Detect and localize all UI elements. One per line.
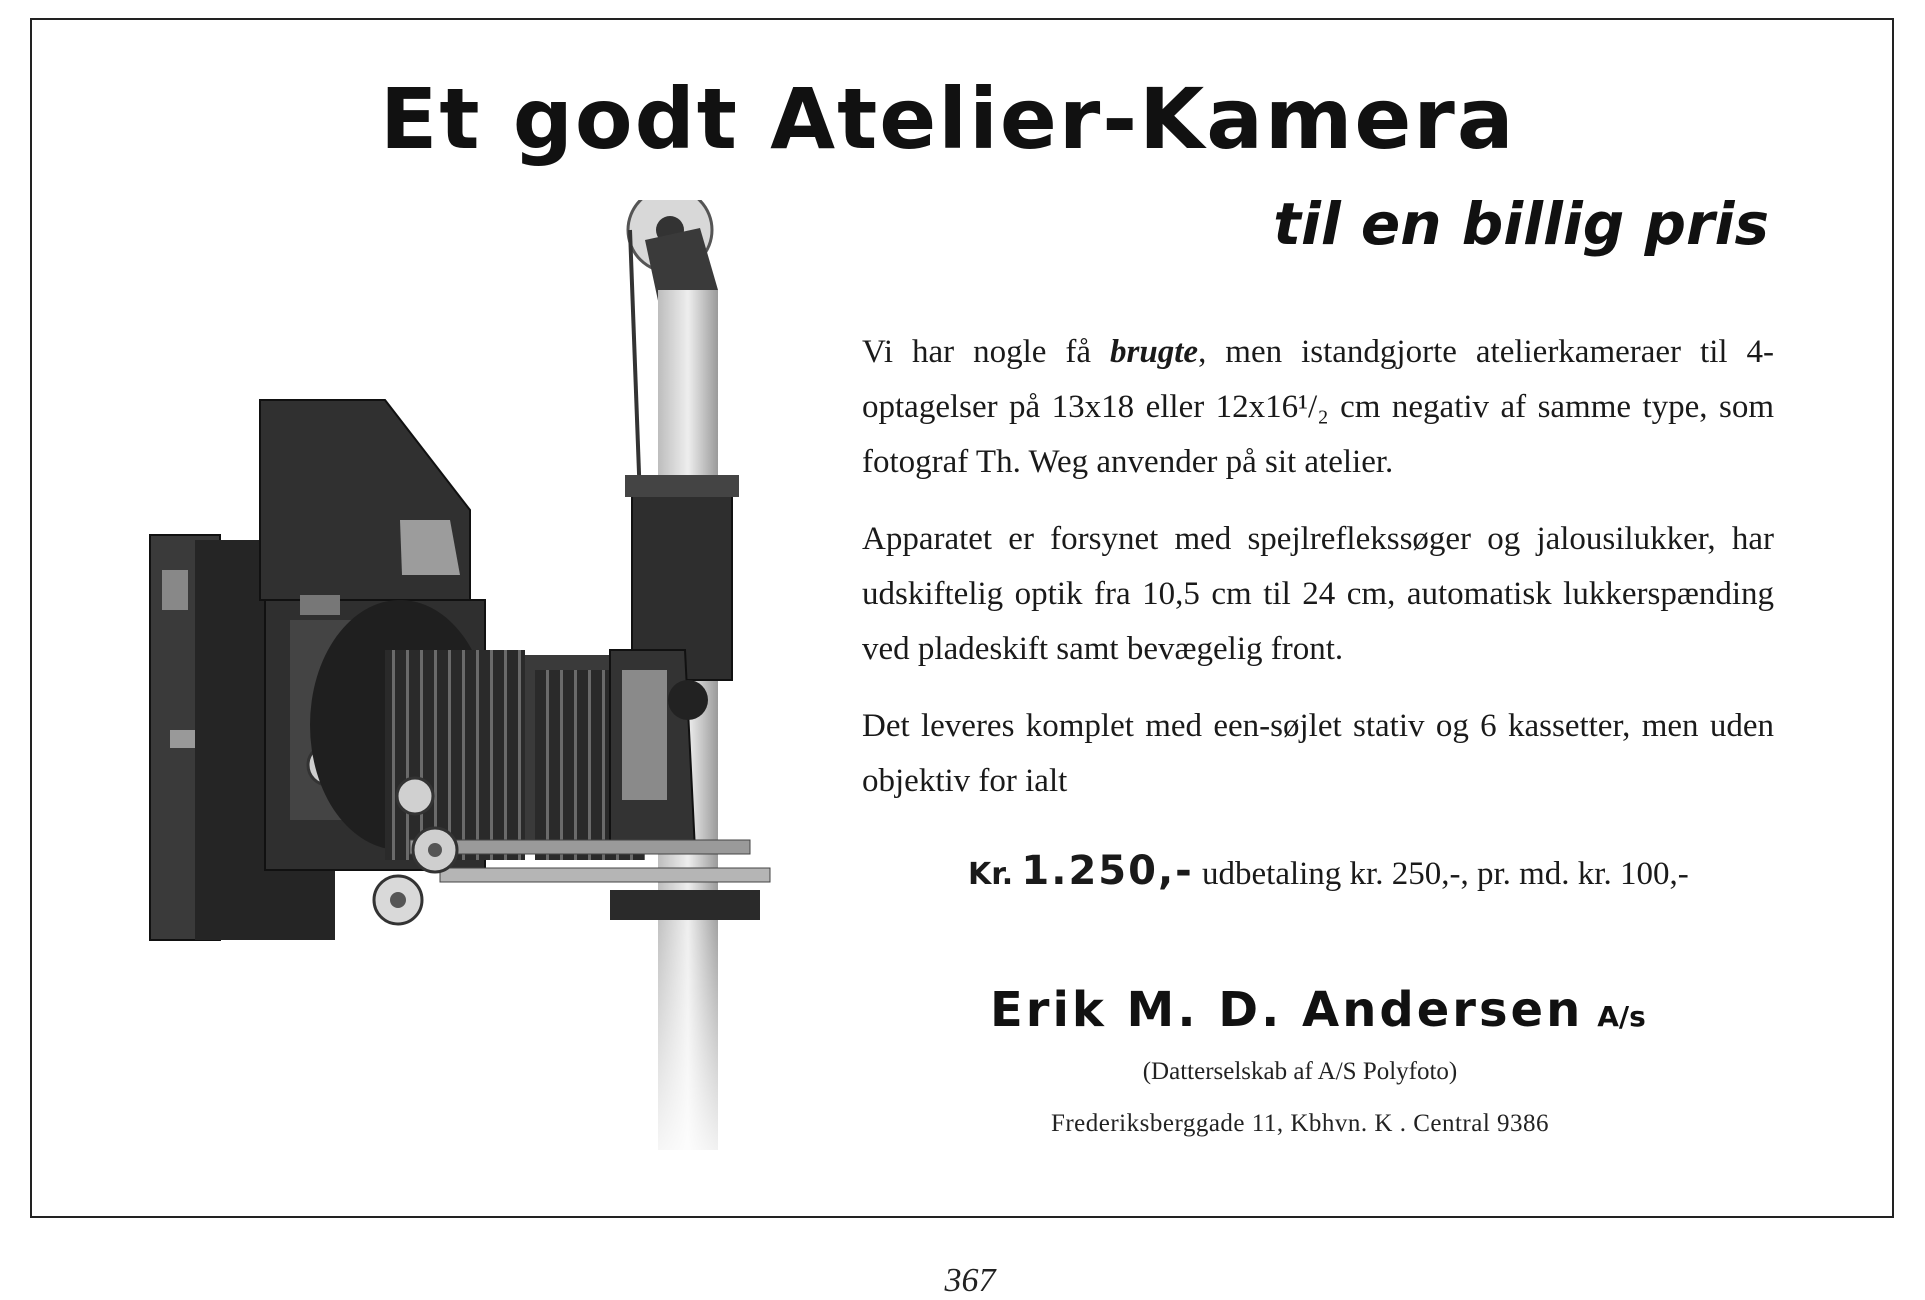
company-address: Frederiksberggade 11, Kbhvn. K . Central 9386 [1050,1110,1550,1137]
atelier-camera-illustration [140,200,940,1160]
page-number: 367 [944,1262,996,1299]
paragraph-2: Apparatet er forsynet med spejlreflekssøger og jalousilukker, har udskiftelig optik fra 10,5 cm til 24 cm, automatisk lukkerspænding ved pladeskift samt bevægelig front. [862,521,1774,667]
price-line [968,848,1788,894]
price-amount: 1.250,- [1021,848,1194,894]
subheadline: til en billig pris [1273,190,1769,258]
description-text [862,325,1774,831]
paragraph-3: Det leveres komplet med een-søjlet stativ og 6 kassetter, men uden objektiv for ialt [862,708,1774,799]
company-name: Erik M. D. Andersen A/s [990,982,1646,1038]
company-subsidiary: (Datterselskab af A/S Polyfoto) [1142,1058,1458,1085]
paragraph-1: Vi har nogle få brugte, men istandgjorte atelierkameraer til 4-optagelser på 13x18 eller 12x16¹/₂ cm negativ af samme type, som fotograf Th. Weg anvender på sit atelier. [862,334,1775,480]
company-suffix: A/s [1597,1000,1646,1033]
emphasis-brugte: brugte [1110,334,1199,370]
price-terms: udbetaling kr. 250,-, pr. md. kr. 100,- [1202,856,1689,892]
headline: Et godt Atelier-Kamera [380,70,1516,168]
price-prefix: Kr. [968,857,1014,892]
